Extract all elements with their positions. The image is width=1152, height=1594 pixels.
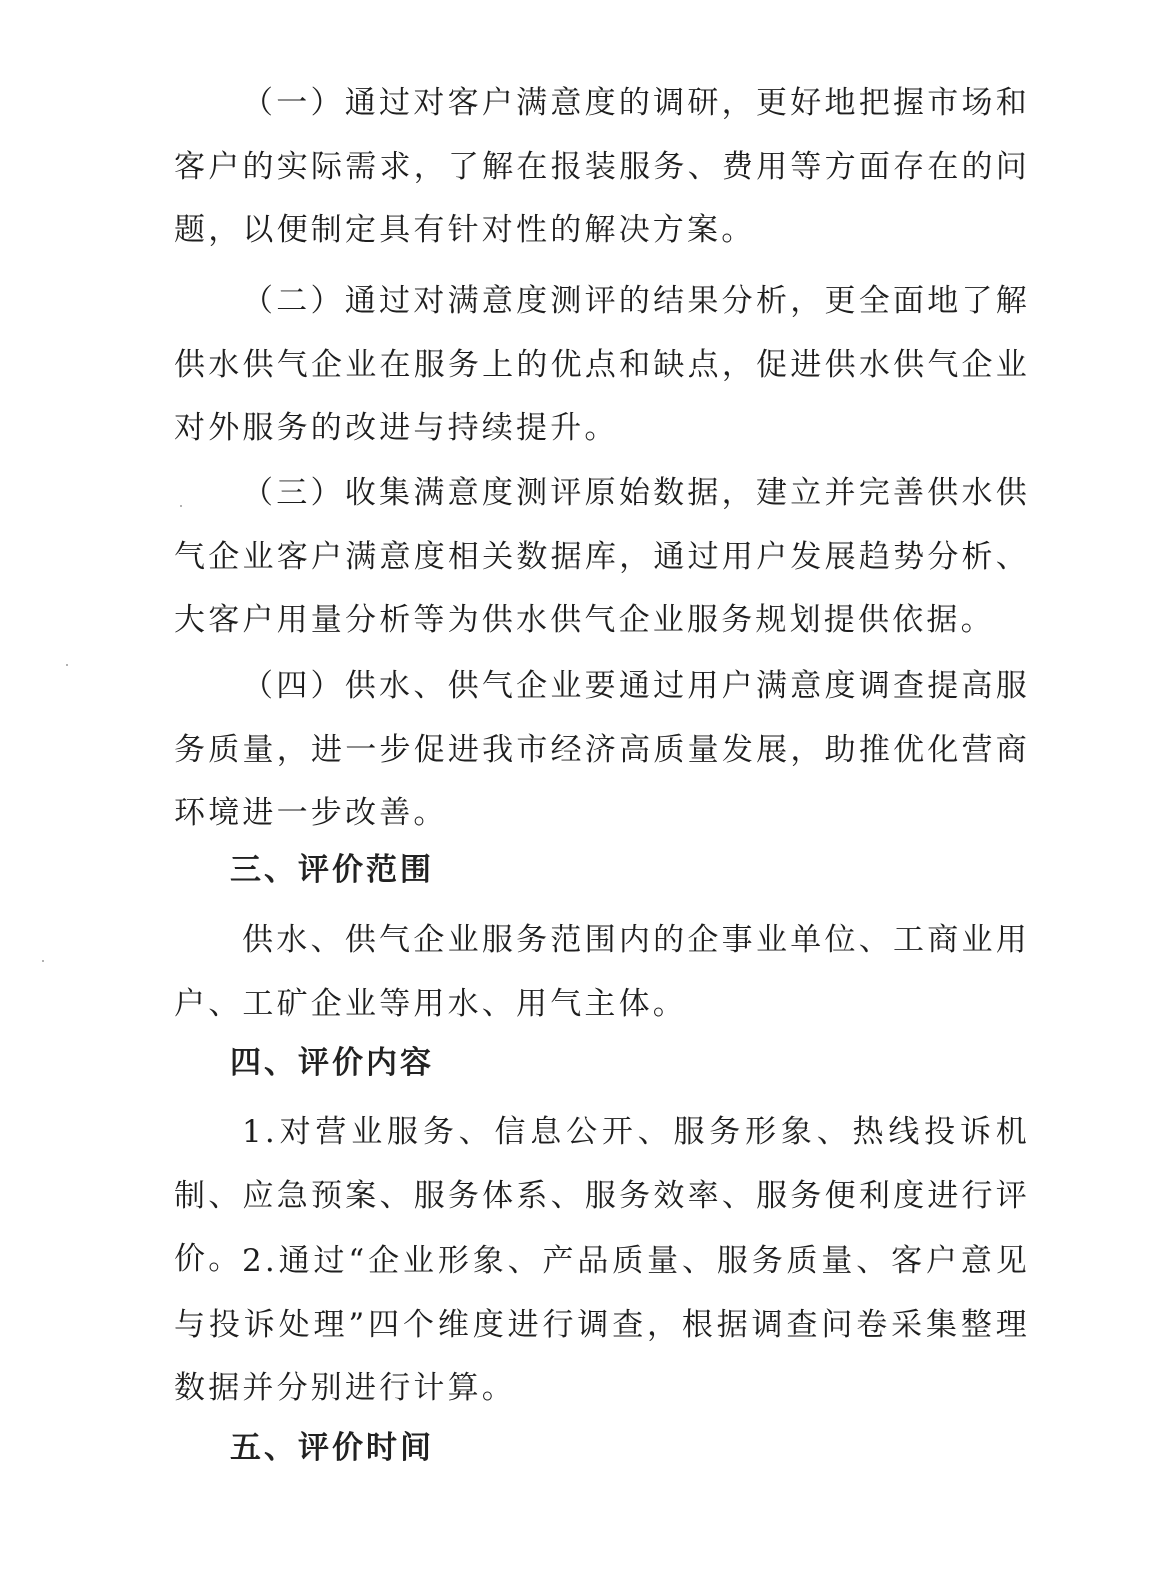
paragraph-content-item-1: 1.对营业服务、信息公开、服务形象、热线投诉机制、应急预案、服务体系、服务效率、服务便利度进行评价。 [174,1114,1030,1277]
paragraph-evaluation-scope: 供水、供气企业服务范围内的企事业单位、工商业用户、工矿企业等用水、用气主体。 [174,922,1030,1022]
heading-evaluation-scope: 三、评价范围 [230,852,434,888]
paragraph-purpose-3: （三）收集满意度测评原始数据，建立并完善供水供气企业客户满意度相关数据库，通过用户发展趋势分析、大客户用量分析等为供水供气企业服务规划提供依据。 [174,475,1030,638]
paragraph-content-item-2: 2.通过“企业形象、产品质量、服务质量、客户意见与投诉处理”四个维度进行调查，根据调查问卷采集整理数据并分别进行计算。 [174,1243,1030,1406]
paragraph-purpose-1: （一）通过对客户满意度的调研，更好地把握市场和客户的实际需求，了解在报装服务、费用等方面存在的问题，以便制定具有针对性的解决方案。 [174,85,1030,248]
heading-evaluation-content: 四、评价内容 [230,1045,434,1081]
paragraph-purpose-4: （四）供水、供气企业要通过用户满意度调查提高服务质量，进一步促进我市经济高质量发展，助推优化营商环境进一步改善。 [174,668,1030,831]
scan-speck [180,505,182,507]
heading-evaluation-time: 五、评价时间 [230,1430,434,1466]
scan-speck [42,960,44,962]
scan-speck [66,664,68,666]
paragraph-purpose-2: （二）通过对满意度测评的结果分析，更全面地了解供水供气企业在服务上的优点和缺点，促进供水供气企业对外服务的改进与持续提升。 [174,283,1030,446]
